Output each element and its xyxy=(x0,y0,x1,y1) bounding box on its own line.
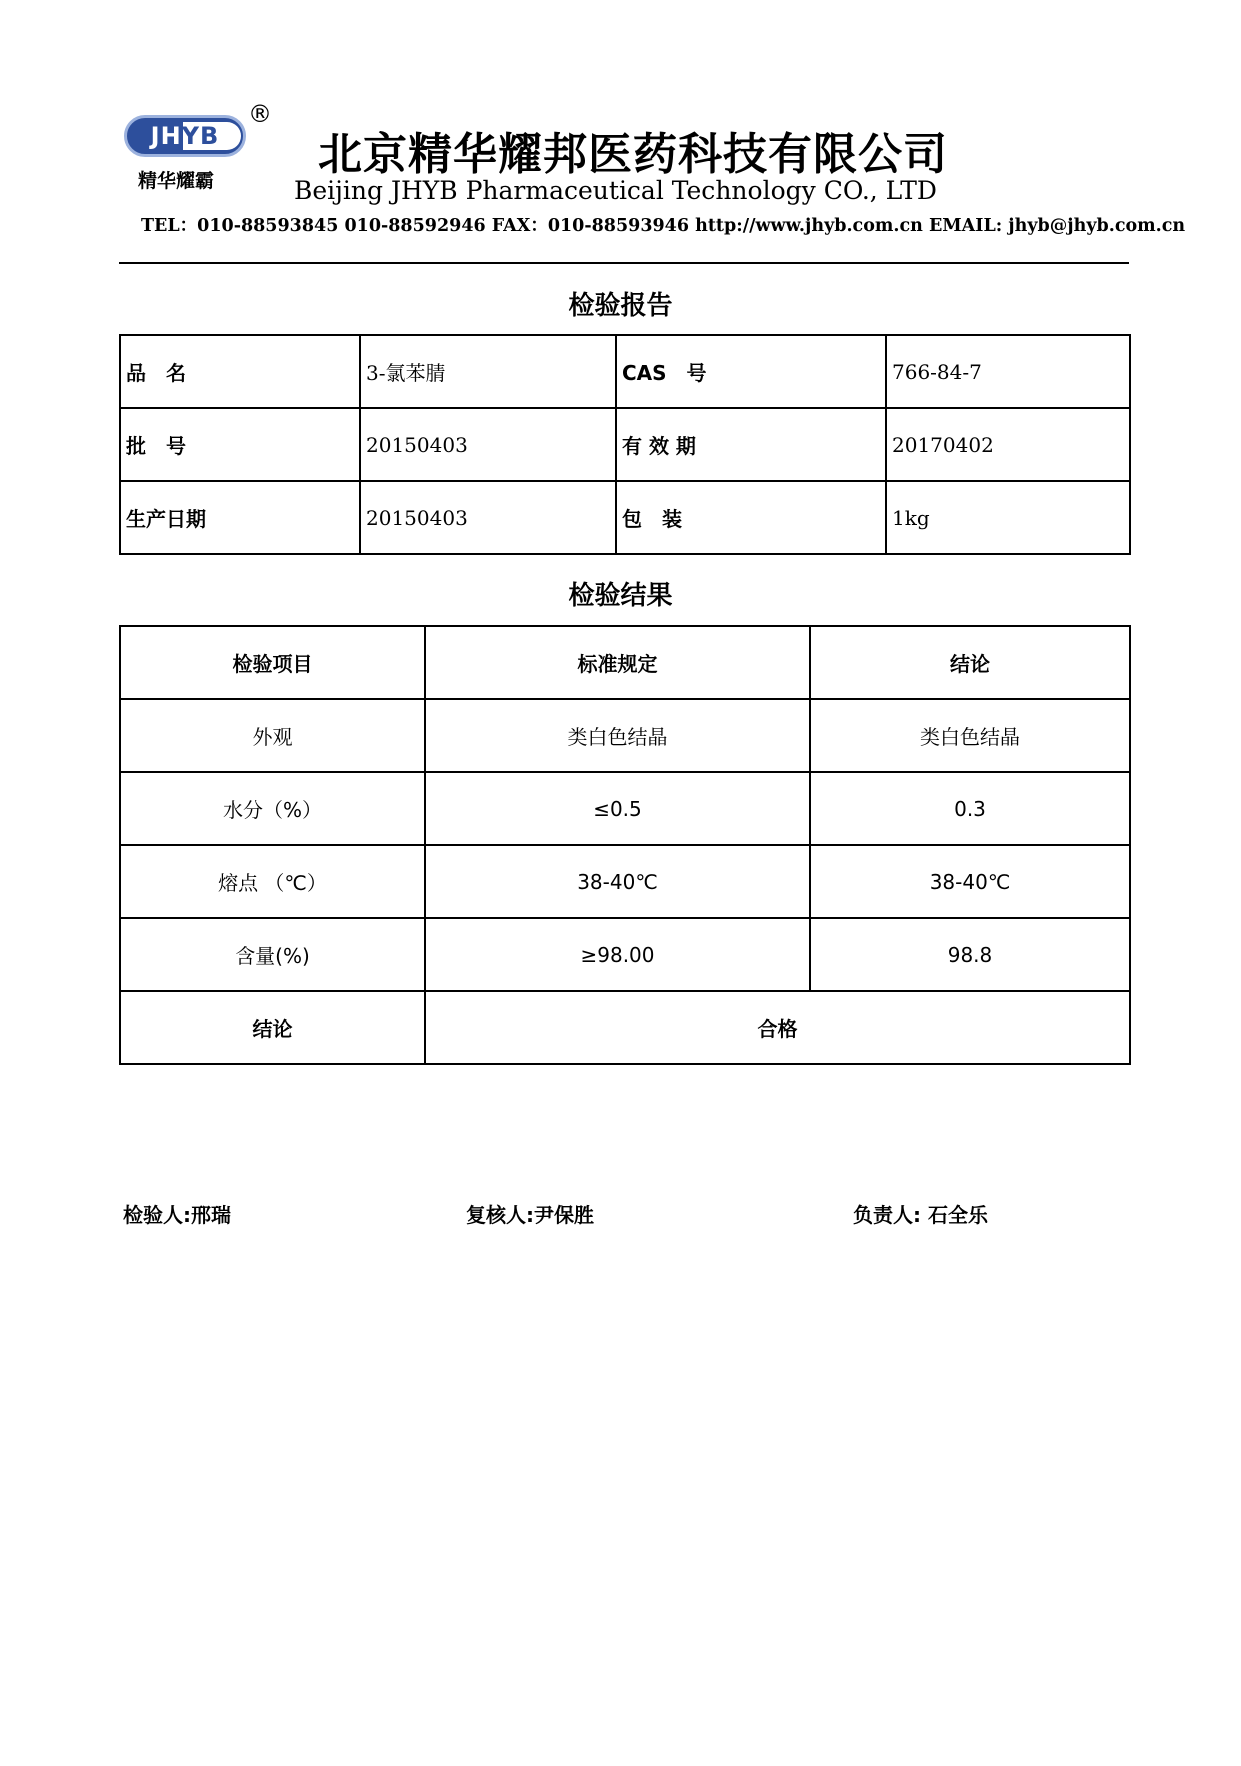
value-production-date: 20150403 xyxy=(360,481,616,554)
label-cas: CAS 号 xyxy=(616,335,886,408)
label-batch: 批 号 xyxy=(120,408,360,481)
label-expiry: 有 效 期 xyxy=(616,408,886,481)
label-package: 包 装 xyxy=(616,481,886,554)
table-row xyxy=(120,481,1130,554)
header-divider xyxy=(119,262,1129,264)
cell-standard: 类白色结晶 xyxy=(425,699,810,772)
table-row xyxy=(120,335,1130,408)
logo-caption: 精华耀霸 xyxy=(138,170,215,192)
value-batch: 20150403 xyxy=(360,408,616,481)
header-result: 结论 xyxy=(810,626,1130,699)
signature-manager: 负责人: 石全乐 xyxy=(853,1203,988,1227)
table-row xyxy=(120,845,1130,918)
signature-inspector: 检验人:邢瑞 xyxy=(123,1203,231,1227)
logo-badge xyxy=(124,115,246,157)
value-cas: 766-84-7 xyxy=(886,335,1130,408)
cell-standard: 38-40℃ xyxy=(425,845,810,918)
cell-result: 38-40℃ xyxy=(810,845,1130,918)
conclusion-value: 合格 xyxy=(425,991,1130,1064)
table-row xyxy=(120,772,1130,845)
logo-letters-left: JH xyxy=(150,122,182,150)
conclusion-row xyxy=(120,991,1130,1064)
product-info-table xyxy=(119,334,1131,555)
cell-item: 熔点 （℃） xyxy=(120,845,425,918)
value-product-name: 3-氯苯腈 xyxy=(360,335,616,408)
cell-standard: ≥98.00 xyxy=(425,918,810,991)
cell-result: 类白色结晶 xyxy=(810,699,1130,772)
label-production-date: 生产日期 xyxy=(120,481,360,554)
table-header-row xyxy=(120,626,1130,699)
cell-standard: ≤0.5 xyxy=(425,772,810,845)
table-row xyxy=(120,918,1130,991)
cell-item: 含量(%) xyxy=(120,918,425,991)
results-table xyxy=(119,625,1131,1065)
contact-line: TEL：010-88593845 010-88592946 FAX：010-88593946 http://www.jhyb.com.cn EMAIL: jhyb@jhyb.com.cn xyxy=(141,216,1186,236)
table-row xyxy=(120,699,1130,772)
report-title: 检验报告 xyxy=(568,291,673,321)
company-logo xyxy=(118,100,283,200)
cell-result: 0.3 xyxy=(810,772,1130,845)
label-product-name: 品 名 xyxy=(120,335,360,408)
registered-mark: ® xyxy=(248,100,272,128)
header-item: 检验项目 xyxy=(120,626,425,699)
signature-reviewer: 复核人:尹保胜 xyxy=(466,1203,594,1227)
logo-letters-right: YB xyxy=(181,122,220,150)
cell-item: 水分（%） xyxy=(120,772,425,845)
cell-item: 外观 xyxy=(120,699,425,772)
company-name-cn: 北京精华耀邦医药科技有限公司 xyxy=(318,129,948,180)
conclusion-label: 结论 xyxy=(120,991,425,1064)
company-name-en: Beijing JHYB Pharmaceutical Technology CO., LTD xyxy=(294,176,937,205)
cell-result: 98.8 xyxy=(810,918,1130,991)
table-row xyxy=(120,408,1130,481)
value-expiry: 20170402 xyxy=(886,408,1130,481)
results-title: 检验结果 xyxy=(568,581,673,611)
header-standard: 标准规定 xyxy=(425,626,810,699)
value-package: 1kg xyxy=(886,481,1130,554)
